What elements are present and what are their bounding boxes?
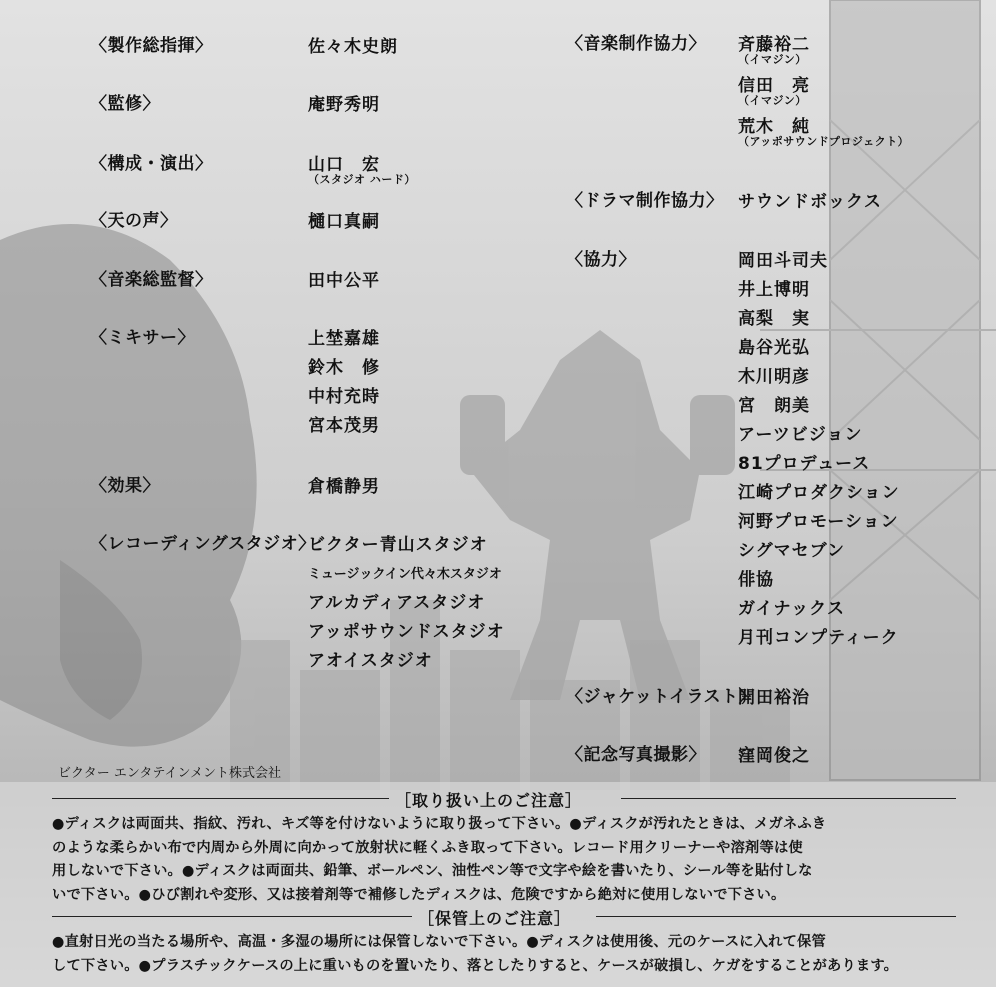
- credit-role: 〈製作総指揮〉: [90, 36, 213, 56]
- divider: [596, 916, 956, 917]
- divider: [52, 798, 389, 799]
- credit-names: [738, 247, 900, 653]
- credit-names: [308, 267, 380, 296]
- notice-line: ●直射日光の当たる場所や、高温・多湿の場所には保管しないで下さい。●ディスクは使用後、元のケースに入れて保管: [52, 934, 826, 950]
- credit-affiliation: （イマジン）: [738, 94, 807, 107]
- notice-line: のような柔らかい布で内周から外周に向かって放射状に軽くふき取って下さい。レコード用クリーナーや溶剤等は使: [52, 839, 803, 856]
- credit-name: アーツビジョン: [738, 425, 863, 445]
- credit-names: [308, 531, 505, 676]
- notice-body: [52, 813, 962, 907]
- credit-affiliation: （アッポサウンドプロジェクト）: [738, 135, 910, 148]
- notice-line: 用しないで下さい。●ディスクは両面共、鉛筆、ボールペン、油性ペン等で文字や絵を書いたり、シール等を貼付しな: [52, 863, 813, 879]
- credit-role: 〈監修〉: [90, 94, 160, 114]
- notice-header: [52, 906, 956, 928]
- credit-name: アッポサウンドスタジオ: [308, 622, 505, 642]
- credit-name: 島谷光弘: [738, 338, 810, 358]
- notice-line: いで下さい。●ひび割れや変形、又は接着剤等で補修したディスクは、危険ですから絶対に使用しないで下さい。: [52, 886, 786, 903]
- credit-name: 中村充時: [308, 387, 380, 407]
- credit-names: [738, 188, 882, 217]
- notice-line: して下さい。●プラスチックケースの上に重いものを置いたり、落としたりすると、ケースが破損し、ケガをすることがあります。: [52, 957, 899, 974]
- credit-name: アルカディアスタジオ: [308, 593, 486, 613]
- credit-name: 俳協: [738, 570, 774, 590]
- notice-title: ［取り扱い上のご注意］: [395, 791, 583, 810]
- credit-role: 〈天の声〉: [90, 211, 178, 231]
- credit-role: 〈音楽制作協力〉: [566, 34, 706, 54]
- credit-name: 庵野秀明: [308, 95, 380, 115]
- credit-name: 佐々木史朗: [308, 37, 398, 57]
- credit-name: シグマセブン: [738, 541, 845, 561]
- divider: [52, 916, 412, 917]
- credit-name: ビクター青山スタジオ: [308, 535, 488, 555]
- credit-names: [308, 208, 380, 237]
- company-name: ビクター エンタテインメント株式会社: [58, 766, 282, 781]
- credit-name: 高梨 実: [738, 309, 810, 329]
- credit-name: ミュージックイン代々木スタジオ: [308, 567, 502, 582]
- credit-role: 〈音楽総監督〉: [90, 270, 213, 290]
- credit-name: 鈴木 修: [308, 358, 380, 378]
- credit-names: [738, 31, 909, 154]
- credit-name: 窪岡俊之: [738, 746, 810, 766]
- credit-role: 〈レコーディングスタジオ〉: [90, 534, 316, 554]
- credit-name: ガイナックス: [738, 599, 845, 619]
- credit-name: 荒木 純: [738, 117, 810, 137]
- credit-name: 月刊コンプティーク: [738, 628, 899, 648]
- credit-name: 井上博明: [738, 280, 810, 300]
- notice-body: [52, 931, 962, 978]
- credit-name: 江崎プロダクション: [738, 483, 900, 503]
- notice-header: [52, 788, 956, 810]
- credit-name: 開田裕治: [738, 688, 810, 708]
- notice-line: ●ディスクは両面共、指紋、汚れ、キズ等を付けないように取り扱って下さい。●ディスクが汚れたときは、メガネふき: [52, 816, 827, 832]
- credit-role: 〈記念写真撮影〉: [566, 745, 706, 765]
- credit-name: アオイスタジオ: [308, 651, 433, 671]
- credit-name: 岡田斗司夫: [738, 251, 828, 271]
- credit-name: 田中公平: [308, 271, 380, 291]
- divider: [621, 798, 956, 799]
- credit-role: 〈ミキサー〉: [90, 328, 195, 348]
- credit-names: [308, 473, 380, 502]
- credit-names: [738, 742, 810, 771]
- credit-name: 81プロデュース: [738, 454, 871, 474]
- credit-role: 〈ジャケットイラスト〉: [566, 687, 756, 707]
- credit-name: 山口 宏: [308, 155, 380, 175]
- credit-name: 木川明彦: [738, 367, 810, 387]
- credit-name: サウンドボックス: [738, 192, 882, 212]
- credit-name: 倉橋静男: [308, 477, 380, 497]
- credit-names: [308, 33, 398, 62]
- credit-affiliation: （イマジン）: [738, 53, 807, 66]
- credit-role: 〈構成・演出〉: [90, 154, 213, 174]
- credit-name: 宮 朗美: [738, 396, 810, 416]
- credit-role: 〈協力〉: [566, 250, 636, 270]
- credit-name: 上埜嘉雄: [308, 329, 380, 349]
- credit-names: [308, 91, 380, 120]
- credit-affiliation: （スタジオ ハード）: [308, 173, 416, 186]
- credit-names: [738, 684, 810, 713]
- notice-title: ［保管上のご注意］: [418, 909, 572, 928]
- credit-name: 河野プロモーション: [738, 512, 899, 532]
- credit-name: 信田 亮: [738, 76, 810, 96]
- credit-name: 樋口真嗣: [308, 212, 380, 232]
- credit-role: 〈効果〉: [90, 476, 160, 496]
- credit-names: [308, 325, 380, 441]
- credit-name: 斉藤裕二: [738, 35, 810, 55]
- credit-role: 〈ドラマ制作協力〉: [566, 191, 724, 211]
- credit-name: 宮本茂男: [308, 416, 380, 436]
- credit-names: [308, 151, 416, 192]
